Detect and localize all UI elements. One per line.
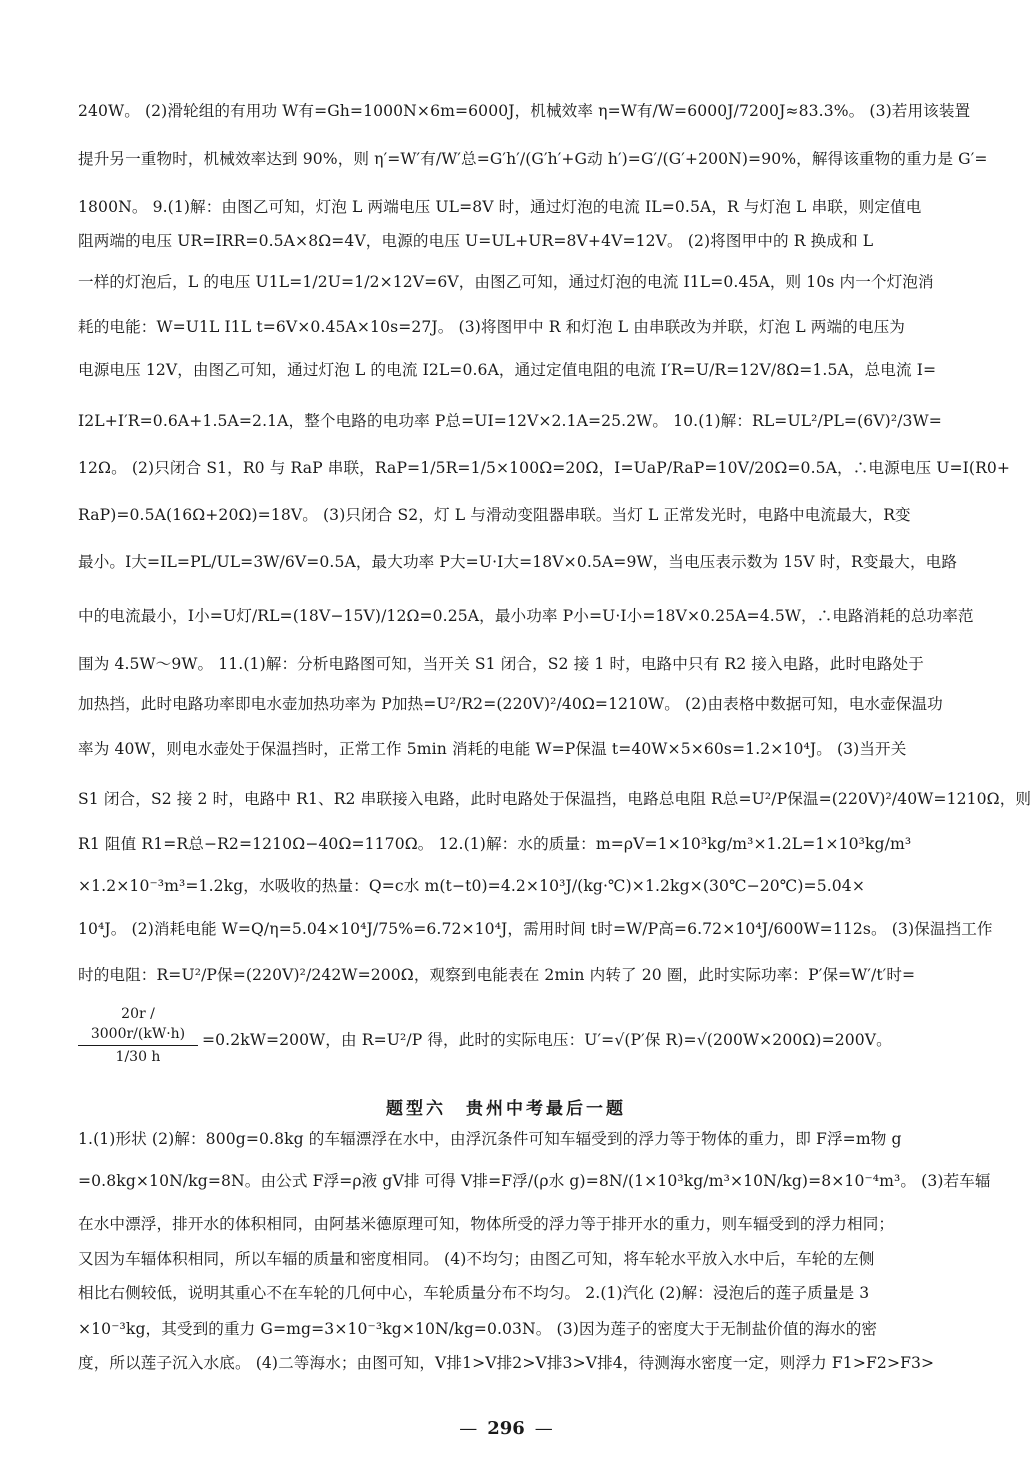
- text-line: 率为 40W，则电水壶处于保温挡时，正常工作 5min 消耗的电能 W=P保温 t=40W×5×60s=1.2×10⁴J。 (3)当开关: [78, 740, 907, 758]
- text-line: 时的电阻：R=U²/P保=(220V)²/242W=200Ω，观察到电能表在 2min 内转了 20 圈，此时实际功率：P′保=W′/t′时=: [78, 966, 916, 984]
- text-line: 又因为车辐体积相同，所以车辐的质量和密度相同。 (4)不均匀；由图乙可知，将车轮水平放入水中后，车轮的左侧: [78, 1250, 875, 1268]
- page-number-value: 296: [487, 1418, 525, 1439]
- text-line: 最小。I大=IL=PL/UL=3W/6V=0.5A，最大功率 P大=U·I大=18V×0.5A=9W，当电压表示数为 15V 时，R变最大，电路: [78, 553, 958, 571]
- text-line: 12Ω。 (2)只闭合 S1，R0 与 RaP 串联，RaP=1/5R=1/5×100Ω=20Ω，I=UaP/RaP=10V/20Ω=0.5A，∴电源电压 U=I(R0+: [78, 459, 1011, 477]
- text-line: RaP)=0.5A(16Ω+20Ω)=18V。 (3)只闭合 S2，灯 L 与滑动变阻器串联。当灯 L 正常发光时，电路中电流最大，R变: [78, 506, 911, 524]
- text-line: R1 阻值 R1=R总−R2=1210Ω−40Ω=1170Ω。 12.(1)解：水的质量：m=ρV=1×10³kg/m³×1.2L=1×10³kg/m³: [78, 835, 912, 853]
- text-line: =0.2kW=200W，由 R=U²/P 得，此时的实际电压：U′=√(P′保 R)=√(200W×200Ω)=200V。: [202, 1031, 892, 1049]
- text-line: ×10⁻³kg，其受到的重力 G=mg=3×10⁻³kg×10N/kg=0.03N。 (3)因为莲子的密度大于无制盐价值的海水的密: [78, 1320, 878, 1338]
- text-line: 提升另一重物时，机械效率达到 90%，则 η′=W′有/W′总=G′h′/(G′h′+G动 h′)=G′/(G′+200N)=90%，解得该重物的重力是 G′=: [78, 150, 988, 168]
- text-line: 一样的灯泡后，L 的电压 U1L=1/2U=1/2×12V=6V，由图乙可知，通过灯泡的电流 I1L=0.45A，则 10s 内一个灯泡消: [78, 273, 934, 291]
- text-line: 围为 4.5W～9W。 11.(1)解：分析电路图可知，当开关 S1 闭合，S2 接 1 时，电路中只有 R2 接入电路，此时电路处于: [78, 655, 924, 673]
- fraction-bar: [78, 1045, 198, 1046]
- text-line: ×1.2×10⁻³m³=1.2kg，水吸收的热量：Q=c水 m(t−t0)=4.2×10³J/(kg·℃)×1.2kg×(30℃−20℃)=5.04×: [78, 877, 865, 895]
- text-line: 阻两端的电压 UR=IRR=0.5A×8Ω=4V，电源的电压 U=UL+UR=8V+4V=12V。 (2)将图甲中的 R 换成和 L: [78, 232, 874, 250]
- text-line: 耗的电能：W=U1L I1L t=6V×0.45A×10s=27J。 (3)将图甲中 R 和灯泡 L 由串联改为并联，灯泡 L 两端的电压为: [78, 318, 905, 336]
- text-line: 10⁴J。 (2)消耗电能 W=Q/η=5.04×10⁴J/75%=6.72×10⁴J，需用时间 t时=W/P高=6.72×10⁴J/600W=112s。 (3)保温挡工作: [78, 920, 993, 938]
- fraction-denominator: 1/30 h: [115, 1049, 161, 1065]
- page-number: — 296 —: [459, 1418, 553, 1439]
- text-line: 加热挡，此时电路功率即电水壶加热功率为 P加热=U²/R2=(220V)²/40Ω=1210W。 (2)由表格中数据可知，电水壶保温功: [78, 695, 943, 713]
- fraction-numerator: 20r / 3000r/(kW·h): [90, 1006, 186, 1042]
- text-line: 电源电压 12V，由图乙可知，通过灯泡 L 的电流 I2L=0.6A，通过定值电阻的电流 I′R=U/R=12V/8Ω=1.5A，总电流 I=: [78, 361, 937, 379]
- text-line: 240W。 (2)滑轮组的有用功 W有=Gh=1000N×6m=6000J，机械效率 η=W有/W=6000J/7200J≈83.3%。 (3)若用该装置: [78, 102, 971, 120]
- text-line: S1 闭合，S2 接 2 时，电路中 R1、R2 串联接入电路，此时电路处于保温挡，电路总电阻 R总=U²/P保温=(220V)²/40W=1210Ω，则: [78, 790, 1031, 808]
- compound-fraction: [78, 1004, 198, 1067]
- section-heading: 题型六 贵州中考最后一题: [386, 1099, 626, 1119]
- text-line: =0.8kg×10N/kg=8N。由公式 F浮=ρ液 gV排 可得 V排=F浮/(ρ水 g)=8N/(1×10³kg/m³×10N/kg)=8×10⁻⁴m³。 (3)若车辐: [78, 1172, 991, 1190]
- text-line: 中的电流最小，I小=U灯/RL=(18V−15V)/12Ω=0.25A，最小功率 P小=U·I小=18V×0.25A=4.5W，∴电路消耗的总功率范: [78, 607, 974, 625]
- text-line: 在水中漂浮，排开水的体积相同，由阿基米德原理可知，物体所受的浮力等于排开水的重力，则车辐受到的浮力相同；: [78, 1215, 895, 1233]
- text-line: 度，所以莲子沉入水底。 (4)二等海水；由图可知，V排1>V排2>V排3>V排4，待测海水密度一定，则浮力 F1>F2>F3>: [78, 1354, 935, 1372]
- text-line: 1800N。 9.(1)解：由图乙可知，灯泡 L 两端电压 UL=8V 时，通过灯泡的电流 IL=0.5A，R 与灯泡 L 串联，则定值电: [78, 198, 922, 216]
- text-line: 1.(1)形状 (2)解：800g=0.8kg 的车辐漂浮在水中，由浮沉条件可知车辐受到的浮力等于物体的重力，即 F浮=m物 g: [78, 1130, 902, 1148]
- text-line: 相比右侧较低，说明其重心不在车轮的几何中心，车轮质量分布不均匀。 2.(1)汽化 (2)解：浸泡后的莲子质量是 3: [78, 1284, 870, 1302]
- text-line: I2L+I′R=0.6A+1.5A=2.1A，整个电路的电功率 P总=UI=12V×2.1A=25.2W。 10.(1)解：RL=UL²/PL=(6V)²/3W=: [78, 412, 942, 430]
